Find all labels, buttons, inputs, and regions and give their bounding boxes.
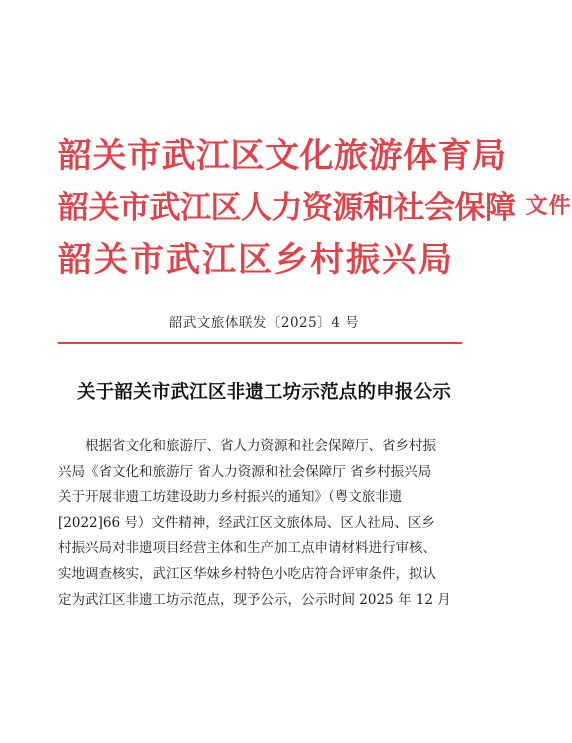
issuer-rural-revitalization-bureau [58, 234, 508, 278]
document-number: 韶武文旅体联发〔2025〕4 号 [168, 315, 360, 331]
body-line: [2022]66 号）文件精神，经武江区文旅体局、区人社局、区乡 [58, 514, 435, 531]
body-line: 关于开展非遗工坊建设助力乡村振兴的通知》（粤文旅非遗 [58, 489, 403, 506]
body-line: 村振兴局对非遗项目经营主体和生产加工点申请材料进行审核、 [58, 540, 436, 557]
document-title: 关于韶关市武江区非遗工坊示范点的申报公示 [76, 382, 451, 403]
issuer-hr-social-security-bureau [58, 178, 572, 230]
document-type-label: 文件 [525, 192, 572, 219]
body-line: 定为武江区非遗工坊示范点，现予公示，公示时间 2025 年 12 月 [58, 591, 451, 608]
issuer-name: 韶关市武江区乡村振兴局 [58, 239, 454, 280]
issuer-culture-bureau [58, 130, 508, 174]
body-line: 实地调查核实，武江区华妹乡村特色小吃店符合评审条件，拟认 [58, 565, 436, 582]
issuer-name: 韶关市武江区文化旅游体育局 [58, 135, 507, 176]
body-line: 兴局《省文化和旅游厅 省人力资源和社会保障厅 省乡村振兴局 [58, 463, 432, 480]
issuer-name: 韶关市武江区人力资源和社会保障 [58, 189, 516, 226]
issuing-authorities [58, 130, 572, 280]
document-body [58, 434, 464, 613]
body-line: 根据省文化和旅游厅、省人力资源和社会保障厅、省乡村振 [85, 438, 436, 454]
red-divider-line [58, 342, 462, 344]
